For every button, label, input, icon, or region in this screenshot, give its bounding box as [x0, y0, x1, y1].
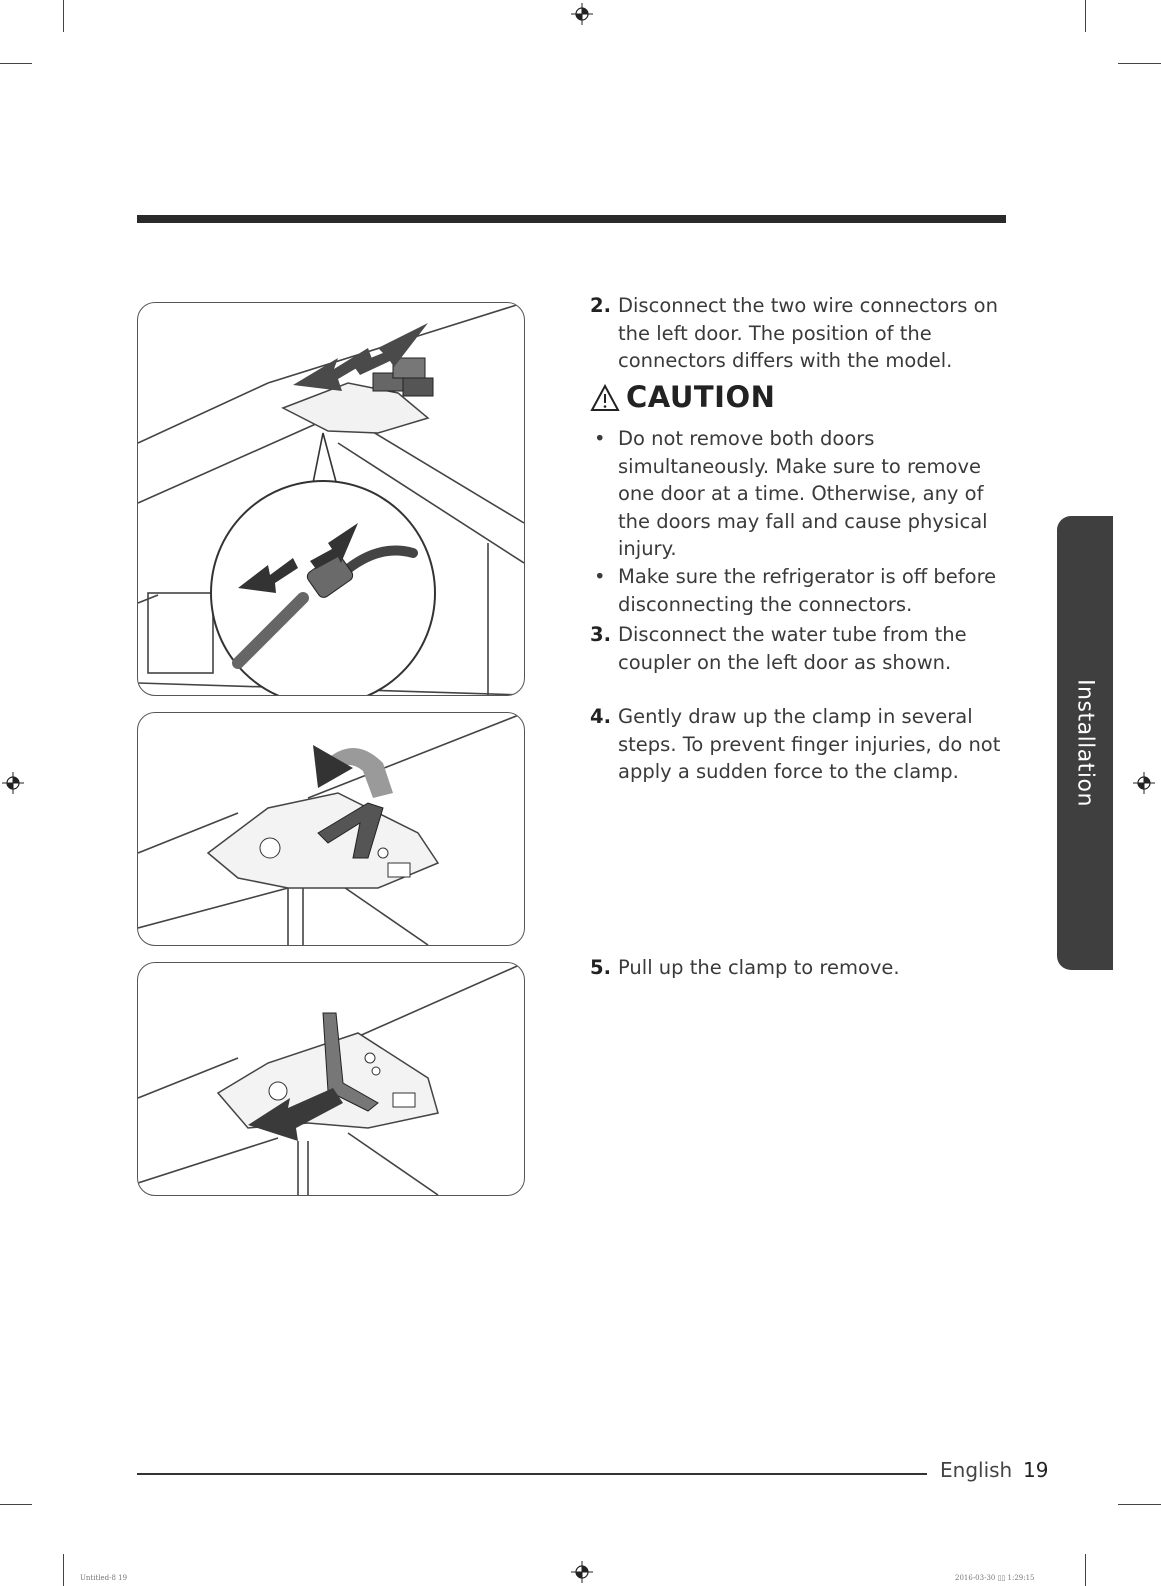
- print-date-info: 2016-03-30 ▯▯ 1:29:15: [955, 1574, 1035, 1582]
- step-number: 3.: [590, 623, 611, 646]
- clamp-draw-diagram: [138, 713, 524, 945]
- crop-mark: [0, 63, 32, 64]
- illustration-clamp-pull: [137, 962, 525, 1196]
- step-2: [590, 292, 1010, 375]
- illustration-connectors: [137, 302, 525, 696]
- registration-mark-icon: [2, 772, 24, 794]
- clamp-pull-diagram: [138, 963, 524, 1195]
- caution-heading: [590, 378, 775, 418]
- caution-item: [590, 563, 1010, 618]
- section-top-rule: [137, 215, 1006, 223]
- crop-mark: [63, 0, 64, 32]
- caution-text: Do not remove both doors simultaneously. Make sure to remove one door at a time. Otherwise, any of the doors may fall and cause physical injury.: [618, 427, 988, 560]
- footer-language: English: [940, 1458, 1013, 1482]
- step-3: [590, 621, 1010, 676]
- step-number: 5.: [590, 956, 611, 979]
- step-text: Pull up the clamp to remove.: [618, 956, 900, 979]
- crop-mark: [1118, 63, 1161, 64]
- step-number: 4.: [590, 705, 611, 728]
- bullet-dot: •: [594, 427, 606, 450]
- caution-item: [590, 425, 1010, 563]
- step-number: 2.: [590, 294, 611, 317]
- bullet-dot: •: [594, 565, 606, 588]
- warning-triangle-icon: [590, 384, 620, 412]
- crop-mark: [1085, 1554, 1086, 1586]
- crop-mark: [1085, 0, 1086, 32]
- instructions: [590, 292, 1010, 1012]
- step-text: Gently draw up the clamp in several steps. To prevent finger injuries, do not apply a sudden force to the clamp.: [618, 705, 1001, 783]
- illustration-clamp-draw-up: [137, 712, 525, 946]
- caution-text: Make sure the refrigerator is off before disconnecting the connectors.: [618, 565, 997, 616]
- registration-mark-icon: [571, 3, 593, 25]
- step-4: [590, 703, 1010, 786]
- crop-mark: [1118, 1504, 1161, 1505]
- crop-mark: [63, 1554, 64, 1586]
- crop-mark: [0, 1504, 32, 1505]
- footer-rule: [137, 1473, 927, 1475]
- section-tab-label: Installation: [1072, 679, 1098, 807]
- print-file-info: Untitled-8 19: [80, 1574, 128, 1582]
- step-text: Disconnect the two wire connectors on the left door. The position of the connectors differs with the model.: [618, 294, 998, 372]
- registration-mark-icon: [571, 1561, 593, 1583]
- connector-diagram: [138, 303, 524, 695]
- section-side-tab: [1057, 516, 1113, 970]
- caution-title: CAUTION: [626, 380, 776, 415]
- registration-mark-icon: [1133, 772, 1155, 794]
- step-text: Disconnect the water tube from the coupler on the left door as shown.: [618, 623, 967, 674]
- page-number: 19: [1023, 1458, 1049, 1482]
- step-5: [590, 954, 1010, 982]
